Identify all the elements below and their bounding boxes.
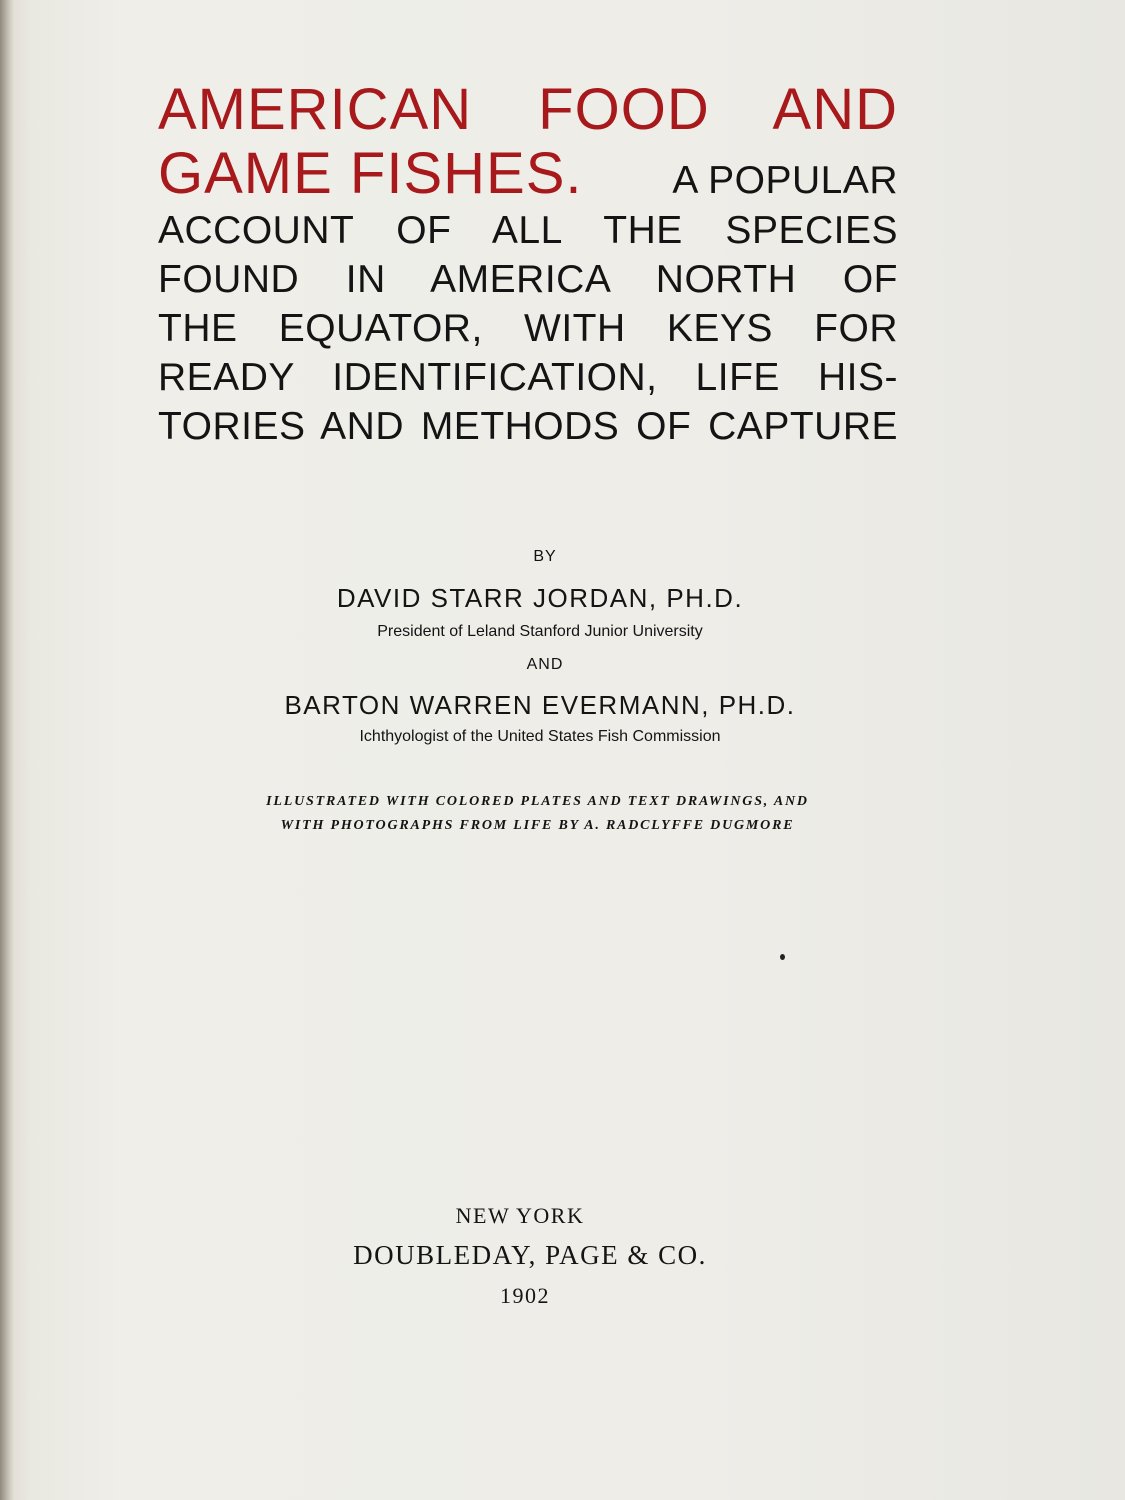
ink-speck — [780, 954, 785, 960]
title-line-2-red: GAME FISHES. — [158, 141, 583, 206]
subtitle-line-3: THE EQUATOR, WITH KEYS FOR — [158, 307, 898, 350]
title-block — [158, 78, 898, 451]
subtitle-line-1: ACCOUNT OF ALL THE SPECIES — [158, 209, 898, 252]
page-gutter-shadow — [0, 0, 14, 1500]
by-label: BY — [533, 548, 557, 565]
publisher-name: DOUBLEDAY, PAGE & CO. — [353, 1240, 707, 1270]
illustration-credit-line-1: ILLUSTRATED WITH COLORED PLATES AND TEXT DRAWINGS, AND — [266, 794, 809, 809]
title-line-1: AMERICAN FOOD AND — [158, 77, 898, 142]
subtitle-line-5: TORIES AND METHODS OF CAPTURE — [158, 405, 898, 448]
author-2-name: BARTON WARREN EVERMANN, PH.D. — [284, 690, 796, 720]
author-1-affiliation: President of Leland Stanford Junior University — [377, 623, 703, 640]
author-1-name: DAVID STARR JORDAN, PH.D. — [336, 583, 744, 613]
illustration-credit-line-2: WITH PHOTOGRAPHS FROM LIFE BY A. RADCLYFFE DUGMORE — [280, 818, 795, 833]
publication-year: 1902 — [500, 1283, 550, 1308]
title-line-2-subtitle: A POPULAR — [672, 159, 898, 202]
publisher-city: NEW YORK — [455, 1203, 585, 1228]
author-2-affiliation: Ichthyologist of the United States Fish Commission — [359, 728, 721, 745]
subtitle-line-4: READY IDENTIFICATION, LIFE HIS- — [158, 356, 898, 399]
title-line-2 — [158, 142, 898, 206]
subtitle-line-2: FOUND IN AMERICA NORTH OF — [158, 258, 898, 301]
and-label: AND — [526, 656, 564, 673]
